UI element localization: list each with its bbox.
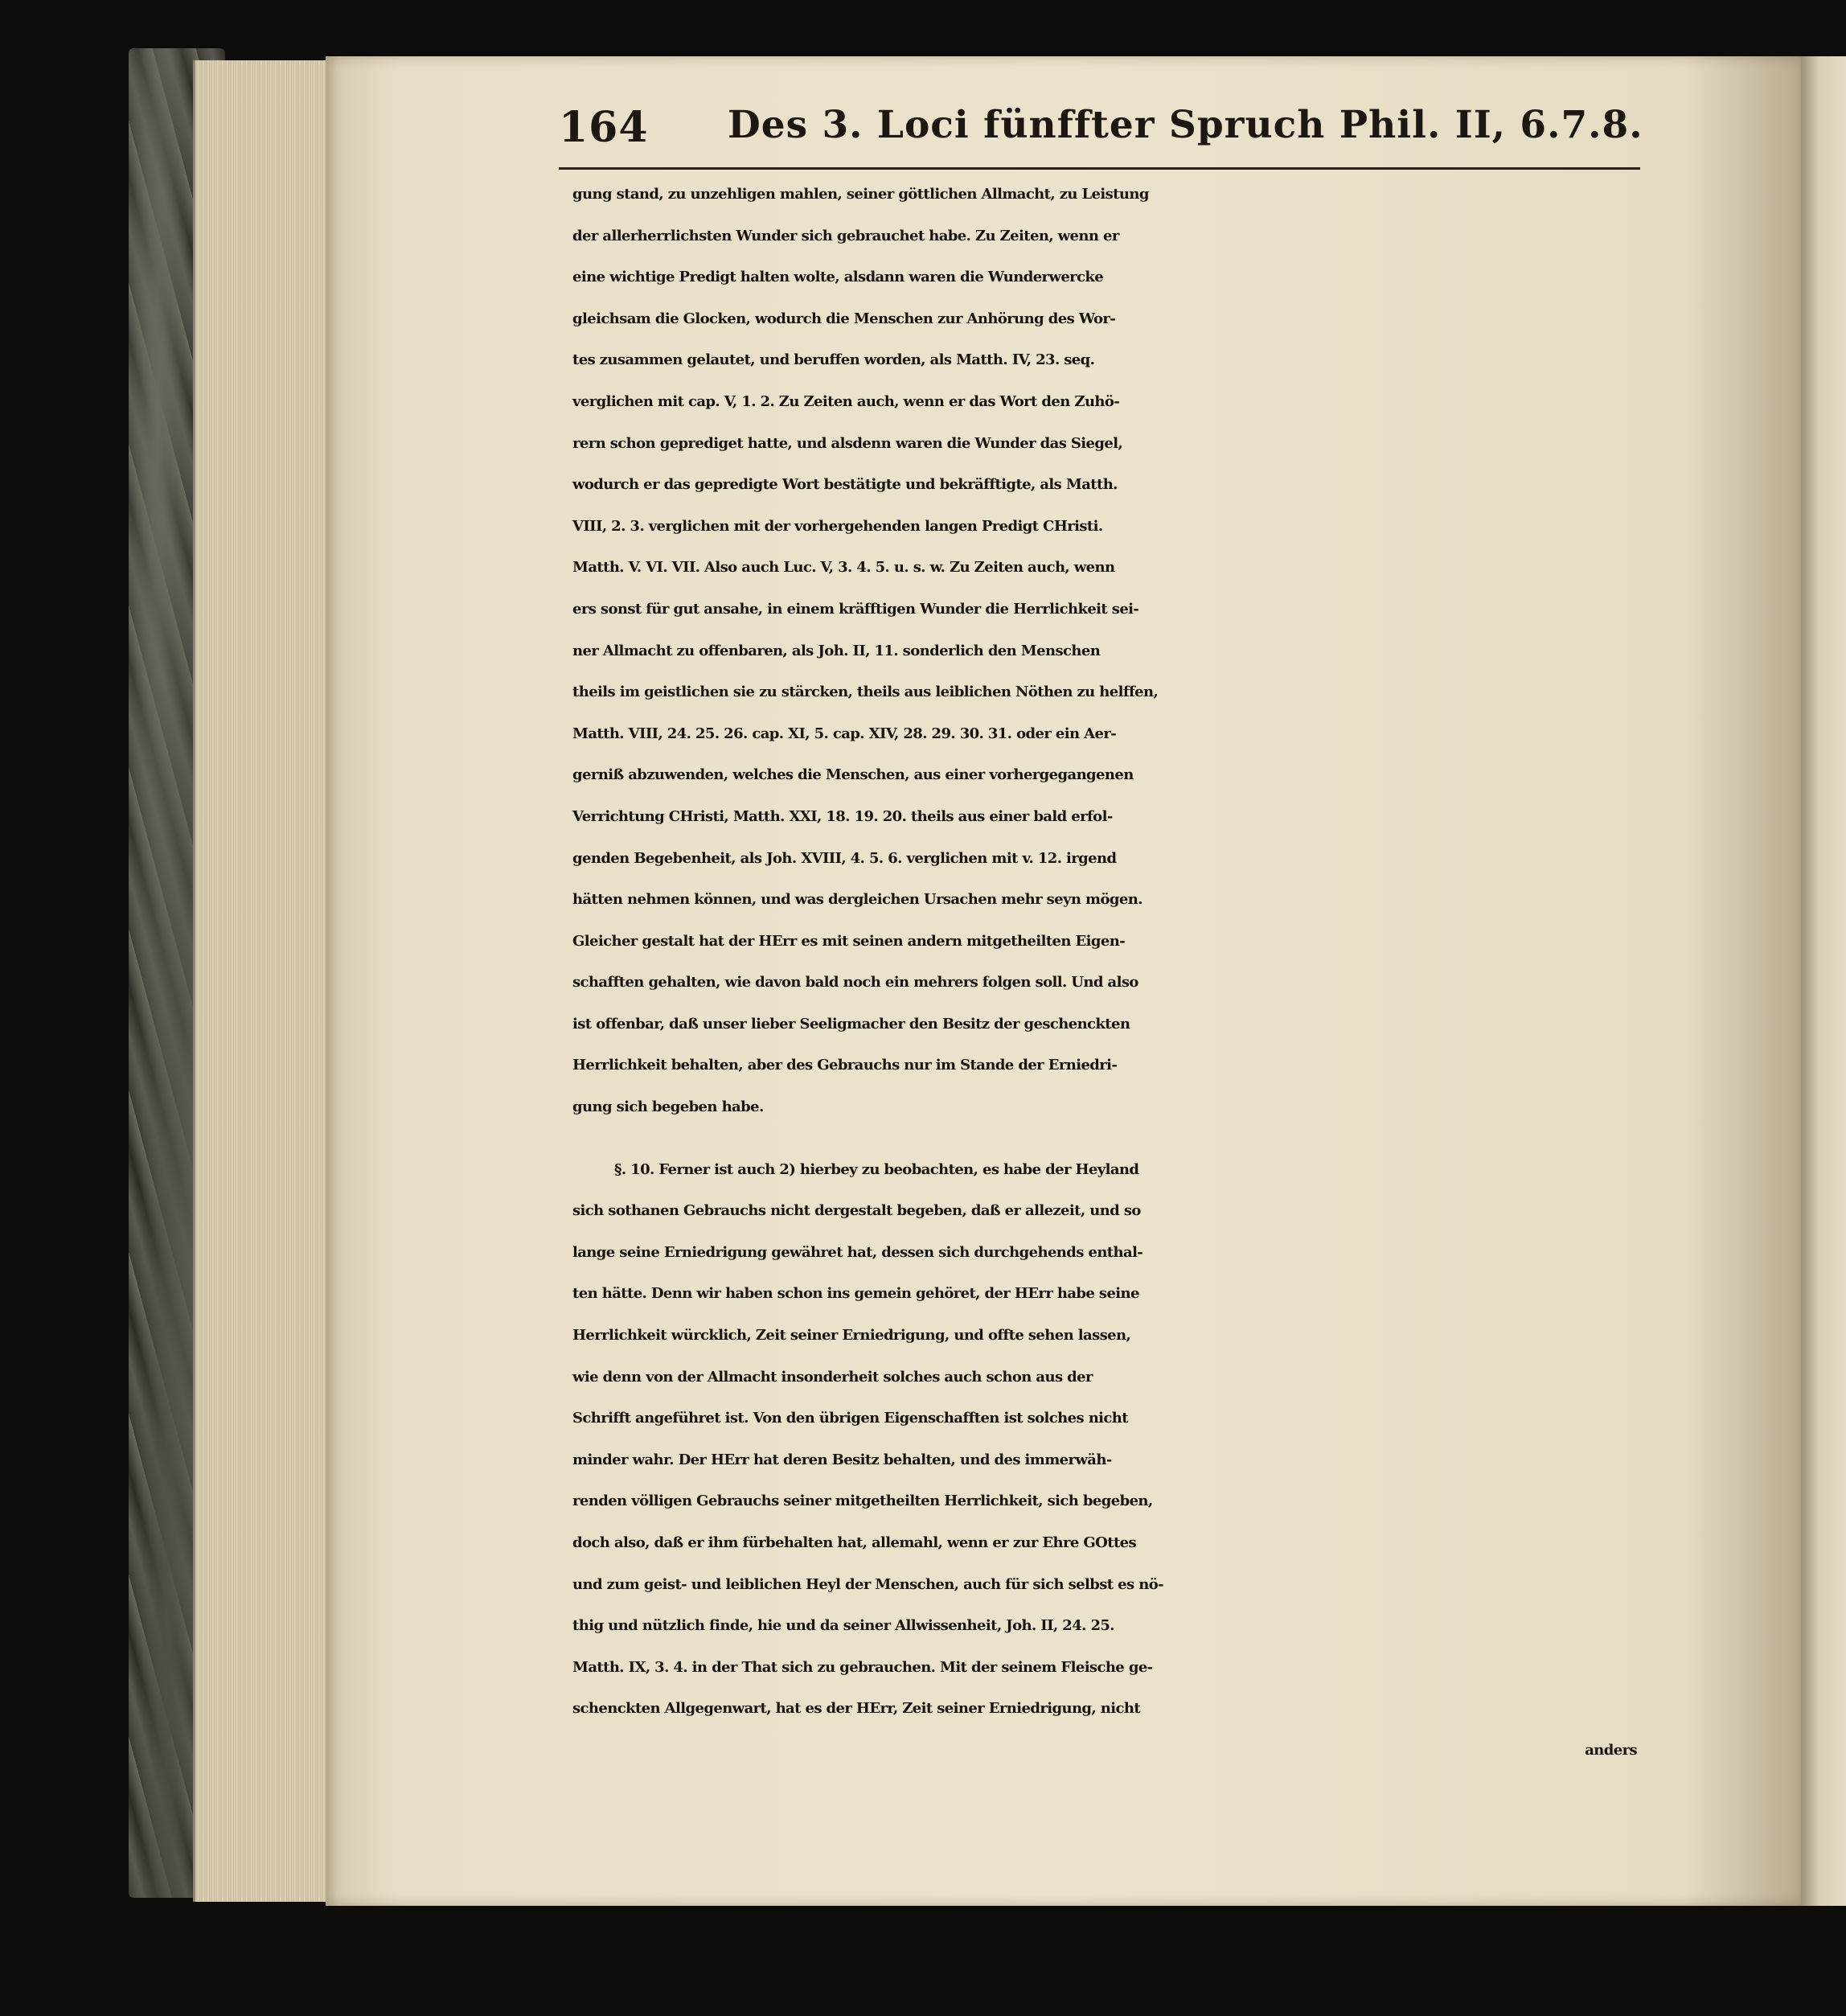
text-line: eine wichtige Predigt halten wolte, alsdann waren die Wunderwercke — [572, 269, 1104, 286]
text-line: Matth. VIII, 24. 25. 26. cap. XI, 5. cap. XIV, 28. 29. 30. 31. oder ein Aer- — [572, 725, 1117, 742]
text-line: gleichsam die Glocken, wodurch die Menschen zur Anhörung des Wor- — [572, 310, 1116, 327]
text-line: rern schon geprediget hatte, und alsdenn waren die Wunder das Siegel, — [572, 434, 1123, 452]
text-line: Matth. V. VI. VII. Also auch Luc. V, 3. 4. 5. u. s. w. Zu Zeiten auch, wenn — [572, 559, 1115, 577]
text-line: wie denn von der Allmacht insonderheit solches auch schon aus der — [572, 1368, 1093, 1386]
text-line: gerniß abzuwenden, welches die Menschen, aus einer vorhergegangenen — [572, 766, 1134, 784]
text-line: tes zusammen gelautet, und beruffen worden, als Matth. IV, 23. seq. — [572, 351, 1095, 369]
catchword: anders — [1585, 1741, 1637, 1759]
text-line: ner Allmacht zu offenbaren, als Joh. II, 11. sonderlich den Menschen — [572, 642, 1101, 659]
text-line: Verrichtung CHristi, Matth. XXI, 18. 19. 20. theils aus einer bald erfol- — [572, 807, 1113, 825]
text-line: verglichen mit cap. V, 1. 2. Zu Zeiten auch, wenn er das Wort den Zuhö- — [572, 392, 1120, 410]
text-line: minder wahr. Der HErr hat deren Besitz behalten, und des immerwäh- — [572, 1451, 1112, 1468]
text-line: §. 10. Ferner ist auch 2) hierbey zu beobachten, es habe der Heyland — [614, 1160, 1139, 1178]
text-line: der allerherrlichsten Wunder sich gebrauchet habe. Zu Zeiten, wenn er — [572, 227, 1119, 244]
text-line: genden Begebenheit, als Joh. XVIII, 4. 5. 6. verglichen mit v. 12. irgend — [572, 849, 1117, 867]
text-line: Matth. IX, 3. 4. in der That sich zu gebrauchen. Mit der seinem Fleische ge- — [572, 1658, 1153, 1676]
page-number: 164 — [559, 103, 649, 152]
facing-page-edge — [1801, 56, 1846, 1906]
text-line: Herrlichkeit behalten, aber des Gebrauchs nur im Stande der Erniedri- — [572, 1057, 1118, 1074]
text-line: ten hätte. Denn wir haben schon ins gemein gehöret, der HErr habe seine — [572, 1285, 1139, 1303]
text-line: ist offenbar, daß unser lieber Seeligmacher den Besitz der geschenckten — [572, 1015, 1130, 1033]
text-line: Schrifft angeführet ist. Von den übrigen Eigenschafften ist solches nicht — [572, 1410, 1128, 1427]
body-text — [572, 174, 1642, 1772]
text-line: thig und nützlich finde, hie und da seiner Allwissenheit, Joh. II, 24. 25. — [572, 1617, 1114, 1635]
text-line: hätten nehmen können, und was dergleichen Ursachen mehr seyn mögen. — [572, 891, 1142, 909]
text-line: VIII, 2. 3. verglichen mit der vorhergehenden langen Predigt CHristi. — [572, 517, 1103, 535]
page-header — [559, 103, 1652, 167]
text-line: renden völligen Gebrauchs seiner mitgetheilten Herrlichkeit, sich begeben, — [572, 1492, 1153, 1510]
paragraph-gap — [572, 1128, 1642, 1149]
text-line: schenckten Allgegenwart, hat es der HErr, Zeit seiner Erniedrigung, nicht — [572, 1700, 1141, 1718]
page-block-edges — [193, 60, 332, 1902]
text-line: theils im geistlichen sie zu stärcken, theils aus leiblichen Nöthen zu helffen, — [572, 684, 1159, 701]
text-line: doch also, daß er ihm fürbehalten hat, allemahl, wenn er zur Ehre GOttes — [572, 1534, 1137, 1551]
text-line: schafften gehalten, wie davon bald noch ein mehrers folgen soll. Und also — [572, 974, 1138, 992]
text-line: Herrlichkeit würcklich, Zeit seiner Erniedrigung, und offte sehen lassen, — [572, 1327, 1131, 1345]
paragraph-2 — [572, 1149, 1642, 1730]
text-line: ers sonst für gut ansahe, in einem kräfftigen Wunder die Herrlichkeit sei- — [572, 600, 1139, 618]
text-line: lange seine Erniedrigung gewähret hat, dessen sich durchgehends enthal- — [572, 1243, 1143, 1261]
text-line: sich sothanen Gebrauchs nicht dergestalt begeben, daß er allezeit, und so — [572, 1202, 1141, 1220]
text-line: und zum geist- und leiblichen Heyl der Menschen, auch für sich selbst es nö- — [572, 1575, 1163, 1593]
header-rule — [559, 167, 1640, 170]
running-title: Des 3. Loci fünffter Spruch Phil. II, 6.7.8. — [728, 103, 1643, 147]
text-line: gung stand, zu unzehligen mahlen, seiner göttlichen Allmacht, zu Leistung — [572, 186, 1149, 203]
text-line: Gleicher gestalt hat der HErr es mit seinen andern mitgetheilten Eigen- — [572, 932, 1126, 950]
paragraph-1 — [572, 174, 1642, 1128]
text-line: gung sich begeben habe. — [572, 1098, 764, 1116]
text-line: wodurch er das gepredigte Wort bestätigte und bekräfftigte, als Matth. — [572, 476, 1118, 494]
